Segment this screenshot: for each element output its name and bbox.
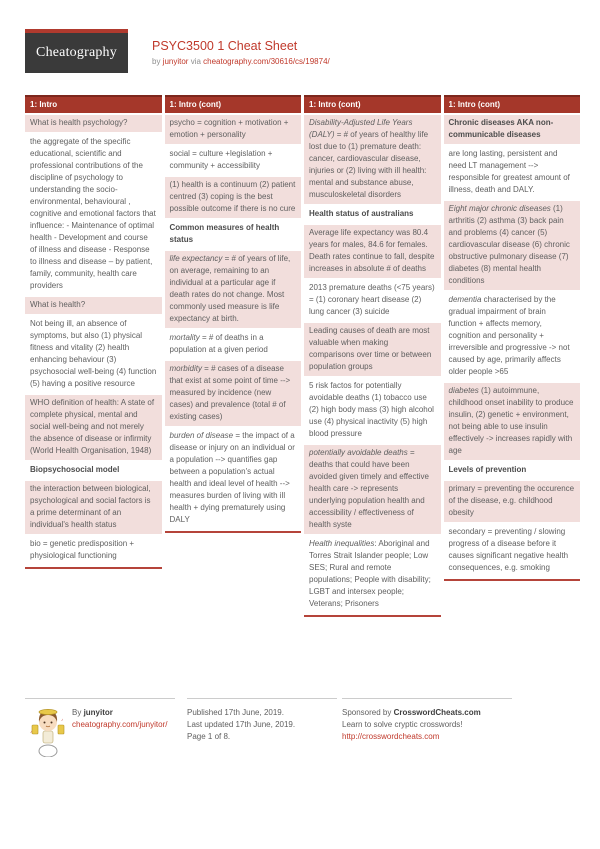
row-text: (1) autoimmune, childhood onset inability to produce insulin, (2) genetic + environment, not being able to use insulin effectively -> increases rapidly with age bbox=[448, 386, 574, 455]
card-row bbox=[165, 361, 302, 427]
row-text: = # of deaths in a population at a given period bbox=[169, 333, 268, 354]
by-label: By bbox=[72, 708, 84, 717]
updated-line: Last updated 17th June, 2019. bbox=[187, 720, 296, 729]
author-avatar bbox=[29, 707, 67, 757]
card-row bbox=[165, 220, 302, 250]
card-row bbox=[165, 330, 302, 360]
footer-author-text bbox=[72, 707, 175, 731]
footer-author-section bbox=[25, 698, 175, 734]
card-row bbox=[304, 536, 441, 614]
term-emphasis: dementia bbox=[448, 295, 482, 304]
page-number: Page 1 of 8. bbox=[187, 732, 231, 741]
row-text: are long lasting, persistent and need LT management --> responsible for greatest amount of illness, death and DALY. bbox=[448, 149, 570, 194]
sponsor-tagline: Learn to solve cryptic crosswords! bbox=[342, 720, 463, 729]
card-row bbox=[25, 462, 162, 480]
card-row bbox=[165, 177, 302, 219]
card-row bbox=[444, 292, 581, 382]
byline-via: via bbox=[188, 57, 204, 66]
row-text: What is health? bbox=[30, 300, 86, 309]
term-emphasis: life expectancy bbox=[169, 254, 223, 263]
row-text: = # of years of healthy life lost due to (1) premature death: cancer, cardiovascular disease, injuries or (2) living with ill health: mental and substance abuse, musculoskeletal disorders bbox=[309, 130, 429, 199]
svg-text:♪: ♪ bbox=[30, 729, 32, 734]
row-text: 5 risk factos for potentially avoidable deaths (1) tobacco use (2) high body mass (3) high alcohol use (4) physical inactivity (5) high blood pressure bbox=[309, 381, 434, 438]
card-row bbox=[444, 115, 581, 145]
row-text: bio = genetic predisposition + physiological functioning bbox=[30, 539, 135, 560]
panel-header: 1: Intro (cont) bbox=[165, 95, 302, 113]
row-text: Levels of prevention bbox=[448, 465, 527, 474]
card-row bbox=[304, 378, 441, 444]
sponsor-label: Sponsored by bbox=[342, 708, 394, 717]
card-row bbox=[304, 206, 441, 224]
row-text: 2013 premature deaths (<75 years) = (1) coronary heart disease (2) lung cancer (3) suicide bbox=[309, 283, 435, 316]
sheet-url-link[interactable]: cheatography.com/30616/cs/19874/ bbox=[203, 57, 330, 66]
card-row bbox=[444, 462, 581, 480]
term-emphasis: potentially avoidable deaths bbox=[309, 448, 408, 457]
row-text: Common measures of health status bbox=[169, 223, 280, 244]
card-row bbox=[25, 536, 162, 566]
row-text: primary = preventing the occurence of the disease, e.g. childhood obesity bbox=[448, 484, 575, 517]
card-row bbox=[304, 445, 441, 535]
row-text: : Aboriginal and Torres Strait Islander people; Low SES; Rural and remote populations; People with disability; LGBT and intersex people; Veterans; Prisoners bbox=[309, 539, 431, 608]
page-title: PSYC3500 1 Cheat Sheet bbox=[152, 39, 298, 53]
row-text: Leading causes of death are most valuable when making comparisons over time or between population groups bbox=[309, 326, 432, 371]
card-row bbox=[304, 115, 441, 205]
term-emphasis: Health inequalities bbox=[309, 539, 375, 548]
row-text: psycho = cognition + motivation + emotion + personality bbox=[169, 118, 289, 139]
card-row bbox=[304, 225, 441, 279]
row-text: = the impact of a disease or injury on an individual or a population --> quantifies gap between a population's actual health and ideal level of health --> measures burden of living with ill health + dying prematurely using DALY bbox=[169, 431, 295, 524]
row-text: = # cases of a disease that exist at some point of time --> measured by incidence (new cases) and prevalence (total # of existing cases) bbox=[169, 364, 291, 421]
row-text: Chronic diseases AKA non-communicable diseases bbox=[448, 118, 554, 139]
panel-intro-3 bbox=[304, 95, 441, 617]
row-text: the interaction between biological, psychological and social factors is a prime determinant of an individual's health status bbox=[30, 484, 151, 529]
row-text: Average life expectancy was 80.4 years for males, 84.6 for females. Death rates continue to fall, despite increases in absolute # of deaths bbox=[309, 228, 435, 273]
row-text: WHO definition of health: A state of complete physical, mental and social well-being and not merely the absence of disease or infirmity (World Health Organisation, 1948) bbox=[30, 398, 155, 455]
card-row bbox=[304, 280, 441, 322]
row-text: Health status of australians bbox=[309, 209, 414, 218]
footer-author-line bbox=[72, 707, 175, 719]
published-line: Published 17th June, 2019. bbox=[187, 708, 284, 717]
sponsor-name: CrosswordCheats.com bbox=[393, 708, 481, 717]
row-text: characterised by the gradual impairment of brain function + affects memory, cognition and personality + irreversible and progressive -> not caused by age, primarily affects older people >65 bbox=[448, 295, 570, 376]
panel-header: 1: Intro bbox=[25, 95, 162, 113]
masthead bbox=[152, 39, 330, 66]
sheet bbox=[25, 95, 580, 617]
panel-intro-2 bbox=[165, 95, 302, 533]
footer-sponsor-section bbox=[342, 698, 512, 743]
row-text: (1) health is a continuum (2) patient centred (3) coping is the best possible outcome if there is no cure bbox=[169, 180, 296, 213]
panel-header: 1: Intro (cont) bbox=[444, 95, 581, 113]
logo-text: Cheatography bbox=[36, 45, 117, 60]
term-emphasis: mortality bbox=[169, 333, 200, 342]
term-emphasis: Eight major chronic diseases bbox=[448, 204, 551, 213]
card-row bbox=[304, 323, 441, 377]
term-emphasis: burden of disease bbox=[169, 431, 234, 440]
card-row bbox=[25, 115, 162, 133]
row-text: secondary = preventing / slowing progress of a disease before it causes significant negative health consequences, e.g. smoking bbox=[448, 527, 569, 572]
byline-prefix: by bbox=[152, 57, 163, 66]
card-row bbox=[25, 134, 162, 296]
svg-text:♪: ♪ bbox=[61, 717, 63, 722]
panel-intro-4 bbox=[444, 95, 581, 581]
row-text: Not being ill, an absence of symptoms, but also (1) physical fitness and vitality (2) health enhancing behaviour (3) psychosocial well-being (4) function (5) having a positive resource bbox=[30, 319, 157, 388]
card-row bbox=[25, 395, 162, 461]
card-row bbox=[444, 524, 581, 578]
footer-publish-section bbox=[187, 698, 337, 743]
card-row bbox=[165, 146, 302, 176]
byline bbox=[152, 57, 330, 66]
row-text: social = culture +legislation + community + accessibility bbox=[169, 149, 273, 170]
card-row bbox=[165, 428, 302, 530]
panel-header: 1: Intro (cont) bbox=[304, 95, 441, 113]
card-row bbox=[25, 316, 162, 394]
term-emphasis: morbidity bbox=[169, 364, 202, 373]
card-row bbox=[444, 146, 581, 200]
term-emphasis: diabetes bbox=[448, 386, 479, 395]
card-row bbox=[444, 383, 581, 461]
footer-author-name: junyitor bbox=[83, 708, 113, 717]
cheatography-logo[interactable] bbox=[25, 29, 128, 73]
sponsor-link[interactable]: http://crosswordcheats.com bbox=[342, 732, 440, 741]
card-row bbox=[165, 115, 302, 145]
row-text: = # of years of life, on average, remaining to an individual at a particular age if death rates do not change. Most commonly used measure is life expectancy at birth. bbox=[169, 254, 291, 323]
panel-intro-1 bbox=[25, 95, 162, 569]
card-row bbox=[25, 297, 162, 315]
card-row bbox=[25, 481, 162, 535]
sponsor-line bbox=[342, 707, 512, 719]
card-row bbox=[165, 251, 302, 329]
row-text: the aggregate of the specific educational, scientific and professional contributions of the discipline of psychology to understanding the socio-environmental, behavioural , cognitive and emotional factors that influence: - Maintenance of optimal health - Development and course of illness and disease - Response to illness and disease – by patient, family, community, health care providers bbox=[30, 137, 156, 290]
card-row bbox=[444, 201, 581, 291]
footer-author-link[interactable]: cheatography.com/junyitor/ bbox=[72, 720, 168, 729]
row-text: = deaths that could have been avoided given timely and effective health care -> represents underlying population health and accessibility / effectiveness of health syste bbox=[309, 448, 429, 529]
term-emphasis: Disability-Adjusted Life Years (DALY) bbox=[309, 118, 413, 139]
row-text: Biopsychosocial model bbox=[30, 465, 120, 474]
row-text: What is health psychology? bbox=[30, 118, 128, 127]
card-row bbox=[444, 481, 581, 523]
row-text: (1) arthritis (2) asthma (3) back pain and problems (4) cancer (5) cardiovascular disease (6) chronic obstructive pulmonary disease (7) diabetes (8) mental health conditions bbox=[448, 204, 570, 285]
author-link[interactable]: junyitor bbox=[162, 57, 189, 66]
